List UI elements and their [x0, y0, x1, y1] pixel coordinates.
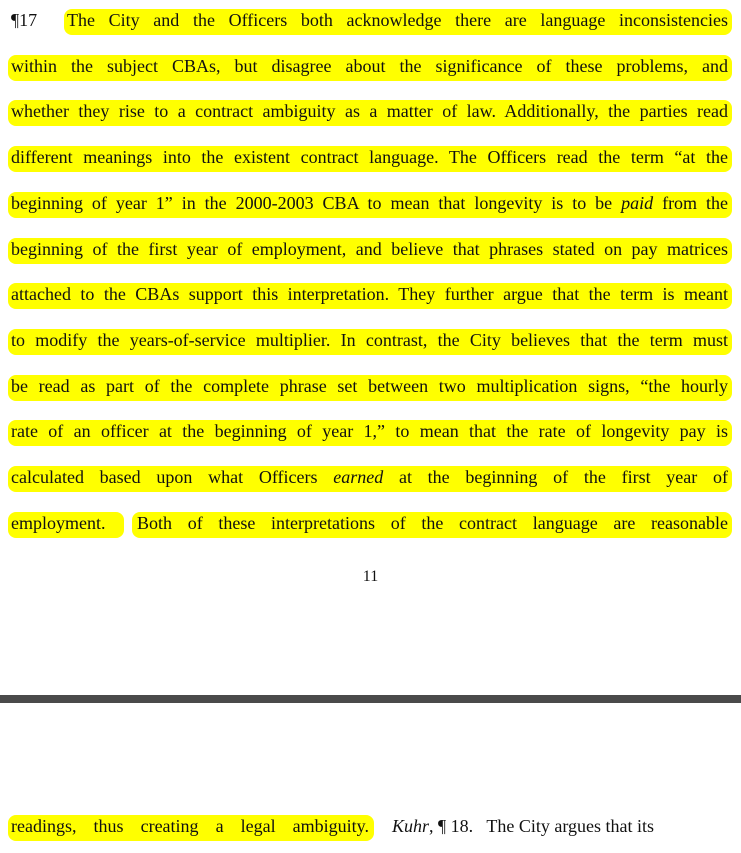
line-text: Both of these interpretations of the contract language are reasonable — [137, 513, 728, 533]
citation-line — [392, 811, 729, 841]
line-text: be read as part of the complete phrase set between two multiplication signs, “the hourly — [11, 376, 728, 396]
text-line — [0, 51, 741, 81]
text-line — [0, 462, 741, 492]
text-line — [0, 142, 741, 172]
text-line — [0, 811, 741, 841]
line-text: beginning of the first year of employment, and believe that phrases stated on pay matrices — [11, 239, 728, 259]
line-text: readings, thus creating a legal ambiguity. — [11, 816, 369, 836]
line-text-part: calculated based upon what Officers — [11, 467, 334, 487]
line-text: within the subject CBAs, but disagree about the significance of these problems, and — [11, 56, 728, 76]
line-text: to modify the years-of-service multiplier. In contrast, the City believes that the term must — [11, 330, 728, 350]
text-line — [0, 325, 741, 355]
line-text: whether they rise to a contract ambiguity as a matter of law. Additionally, the parties read — [11, 101, 728, 121]
line-text: The City and the Officers both acknowledge there are language inconsistencies — [67, 10, 728, 30]
text-line — [0, 234, 741, 264]
page-number: 11 — [362, 568, 379, 585]
text-line — [0, 371, 741, 401]
line-text: employment. — [11, 513, 106, 533]
line-text-part: at the beginning of the first year of — [383, 467, 729, 487]
line-text: different meanings into the existent contract language. The Officers read the term “at the — [11, 147, 728, 167]
line-text — [11, 462, 728, 492]
text-line — [0, 96, 741, 126]
case-citation: Kuhr — [392, 816, 430, 836]
text-line — [0, 279, 741, 309]
line-text: rate of an officer at the beginning of year 1,” to mean that the rate of longevity pay is — [11, 421, 728, 441]
document-page-12 — [0, 703, 741, 853]
line-text-part: beginning of year 1” in the 2000-2003 CBA to mean that longevity is to be — [11, 193, 622, 213]
line-text — [11, 188, 728, 218]
emphasis: earned — [333, 467, 384, 487]
text-line — [0, 188, 741, 218]
paragraph-number: ¶17 — [11, 10, 38, 30]
line-text: attached to the CBAs support this interpretation. They further argue that the term is meant — [11, 284, 728, 304]
page-divider — [0, 695, 741, 703]
text-line — [0, 416, 741, 446]
text-line — [0, 508, 741, 538]
emphasis: paid — [621, 193, 654, 213]
text-line — [0, 5, 741, 35]
line-text-part: , ¶ 18. The City argues that its — [429, 816, 654, 836]
line-text-part: from the — [653, 193, 728, 213]
